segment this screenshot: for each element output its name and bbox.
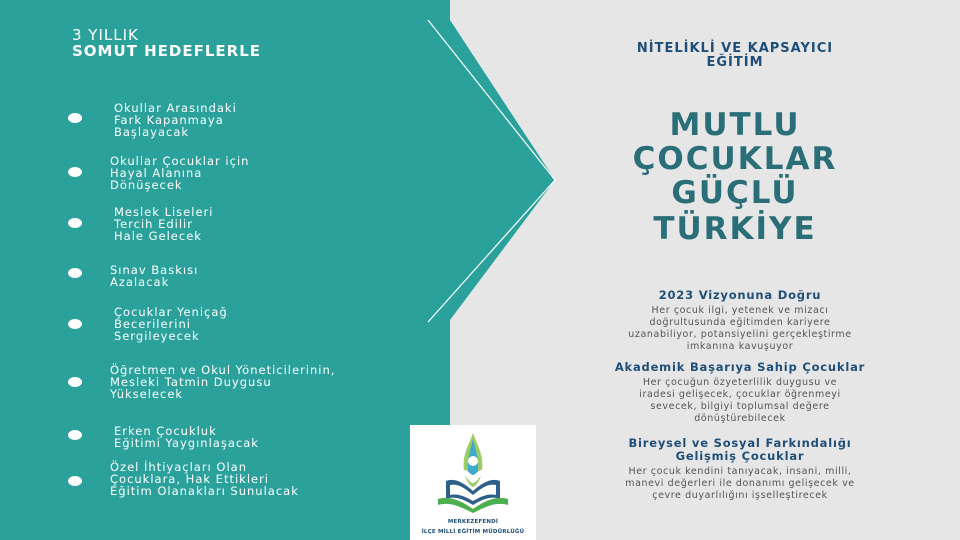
bullet-dot [68, 113, 82, 123]
big-line-turkiye: TÜRKİYE [653, 211, 817, 247]
section-title: 2023 Vizyonuna Doğru [658, 288, 822, 302]
section-body: Her çocuk ilgi, yetenek ve mizacı doğrultusunda eğitimden kariyere uzanabiliyor, potansiyelini gerçekleştirme imkanına kavuşuyor [628, 305, 852, 352]
bullet-dot [68, 430, 82, 440]
section-title: Bireysel ve Sosyal Farkındalığı Gelişmiş Çocuklar [628, 436, 852, 463]
section-title: Akademik Başarıya Sahip Çocuklar [614, 360, 866, 374]
section-body: Her çocuğun özyeterlilik duygusu ve iradesi gelişecek, çocuklar öğrenmeyi sevecek, bilgiyi toplumsal değere dönüştürebilecek [639, 377, 841, 424]
bullet-dot [68, 319, 82, 329]
big-line-mutlu: MUTLU [669, 107, 801, 143]
section-body: Her çocuk kendini tanıyacak, insani, milli, manevi değerleri ile donanımı gelişecek ve çevre duyarlılığını işselleştirecek [625, 466, 855, 501]
logo-line2: İLÇE MİLLİ EĞİTİM MÜDÜRLÜĞÜ [421, 529, 525, 535]
goal-text: Sınav Baskısı Azalacak [110, 263, 199, 289]
bullet-dot [68, 377, 82, 387]
big-line-guclu: GÜÇLÜ [671, 175, 799, 211]
bullet-dot [68, 218, 82, 228]
logo-emblem-icon [410, 425, 536, 515]
logo-line1: MERKEZEFENDİ [447, 519, 499, 525]
left-title-line2: SOMUT HEDEFLERLE [72, 42, 262, 60]
left-title-line1: 3 YILLIK [72, 26, 139, 44]
goal-text: Çocuklar Yeniçağ Becerilerini Sergileyecek [114, 305, 228, 343]
bullet-dot [68, 268, 82, 278]
bullet-dot [68, 476, 82, 486]
institution-logo [410, 425, 536, 540]
bullet-dot [68, 167, 82, 177]
right-heading: NİTELİKLİ VE KAPSAYICI EĞİTİM [636, 41, 834, 70]
goal-text: Okullar Arasındaki Fark Kapanmaya Başlayacak [114, 101, 237, 139]
goal-text: Meslek Liseleri Tercih Edilir Hale Gelecek [114, 205, 214, 243]
goal-text: Erken Çocukluk Eğitimi Yaygınlaşacak [114, 424, 259, 450]
goal-text: Öğretmen ve Okul Yöneticilerinin, Mesleki Tatmin Duygusu Yükselecek [110, 363, 336, 401]
goal-text: Özel İhtiyaçları Olan Çocuklara, Hak Ettikleri Eğitim Olanakları Sunulacak [110, 460, 299, 498]
goal-text: Okullar Çocuklar için Hayal Alanına Dönüşecek [110, 154, 250, 192]
big-line-cocuklar: ÇOCUKLAR [632, 141, 838, 177]
